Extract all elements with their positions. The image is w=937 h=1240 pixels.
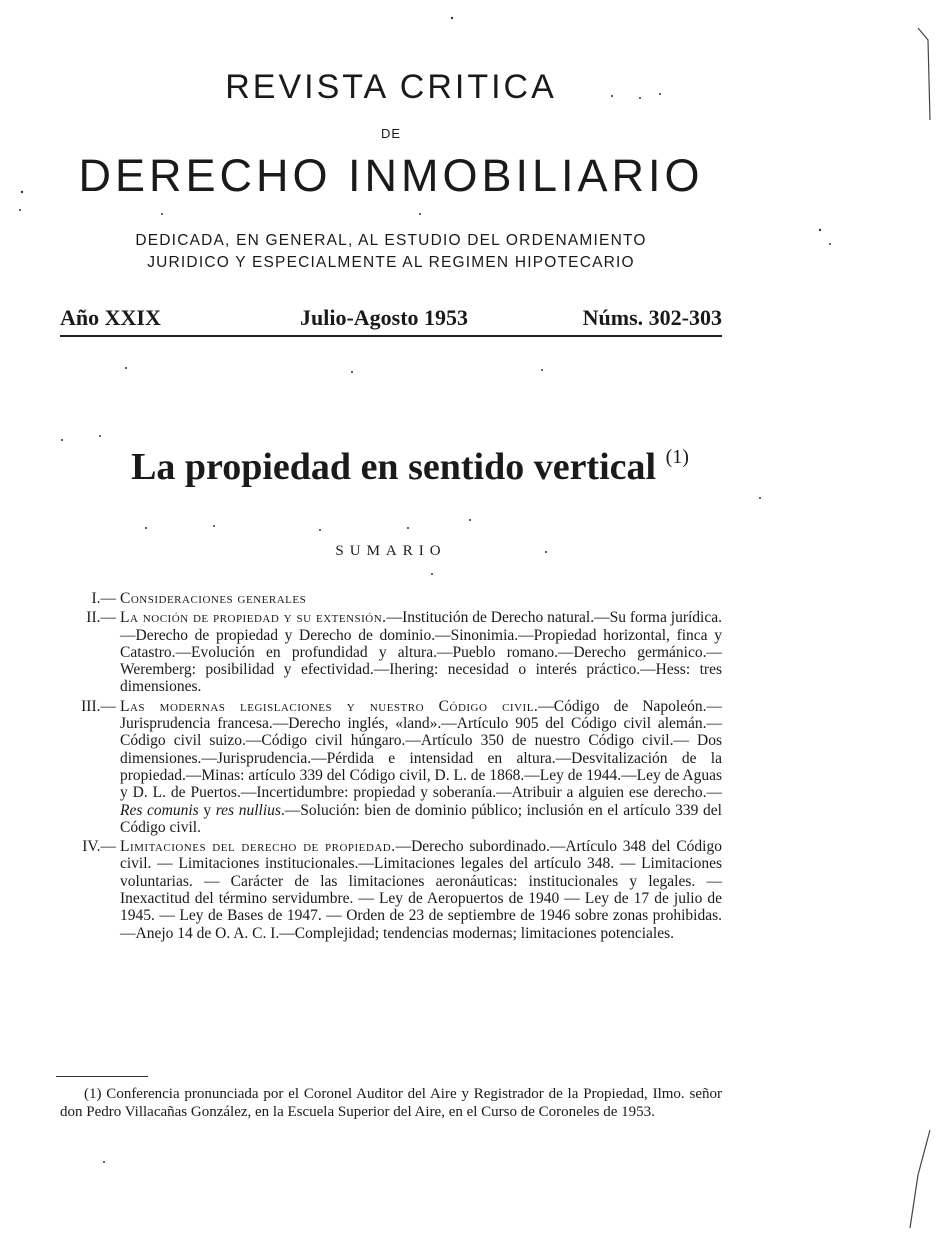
- footnote: (1) Conferencia pronunciada por el Coronel Auditor del Aire y Registrador de la Propiedad, Ilmo. señor don Pedro Villacañas González, en la Escuela Superior del Aire, en el Curso de Coroneles de 1953.: [60, 1086, 722, 1120]
- journal-title-line2: DERECHO INMOBILIARIO: [78, 150, 704, 201]
- entry-number: II.—: [86, 609, 116, 627]
- entry-body: —Código de Napoleón.—Jurisprudencia francesa.—Derecho inglés, «land».—Artículo 905 del Código civil alemán.—Código civil suizo.—Código civil húngaro.—Artículo 350 de nuestro Código civil.— Dos dimensiones.—Jurisprudencia.—Pérdida e intensidad en altura.—Desvitalización de la propiedad.—Minas: artículo 339 del Código civil, D. L. de 1868.—Ley de 1944.—Ley de Aguas y D. L. de Puertos.—Incertidumbre: propiedad y soberanía.—Atribuir a alguien ese derecho.—: [120, 697, 722, 802]
- issue-year: Año XXIX: [60, 305, 161, 330]
- entry-body-mid: y: [198, 801, 216, 819]
- footnote-reference: (1): [665, 446, 689, 468]
- dedication-line2: JURIDICO Y ESPECIALMENTE AL REGIMEN HIPOTECARIO: [147, 254, 635, 271]
- issue-date: Julio-Agosto 1953: [300, 305, 469, 330]
- article-title-text: La propiedad en sentido vertical: [131, 446, 657, 488]
- entry-heading: La noción de propiedad y su extensión.: [120, 609, 387, 627]
- entry-body-tail: .—Solución: bien de dominio público; inclusión en el artículo 339 del Código civil.: [120, 801, 722, 836]
- dedication-line1: DEDICADA, EN GENERAL, AL ESTUDIO DEL ORDENAMIENTO: [135, 232, 647, 249]
- entry-number: III.—: [81, 697, 116, 715]
- entry-body: —Derecho subordinado.—Artículo 348 del Código civil. — Limitaciones institucionales.—Limitaciones legales del artículo 348. — Limitaciones voluntarias. — Carácter de las limitaciones aeronáuticas: institucionales y legales. — Inexactitud del término servidumbre. — Ley de Aeropuertos de 1940 — Ley de 17 de julio de 1945. — Ley de Bases de 1947. — Orden de 23 de septiembre de 1946 sobre zonas prohibidas.—Anejo 14 de O. A. C. I.—Complejidad; tendencias modernas; limitaciones potenciales.: [120, 838, 722, 942]
- issue-numbers: Núms. 302-303: [582, 305, 722, 330]
- entry-italic-term: Res comunis: [120, 801, 199, 819]
- entry-italic-term: res nullius: [215, 801, 281, 819]
- entry-body: —Institución de Derecho natural.—Su forma jurídica.—Derecho de propiedad y Derecho de dominio.—Sinonimia.—Propiedad horizontal, finca y Catastro.—Evolución en profundidad y altura.—Pueblo romano.—Derecho germánico.—Weremberg: posibilidad y efectividad.—Ihering: necesidad o interés práctico.—Hess: tres dimensiones.: [120, 609, 722, 696]
- summary-heading: SUMARIO: [335, 543, 447, 559]
- entry-heading: Consideraciones generales: [120, 590, 307, 607]
- entry-heading: Las modernas legislaciones y nuestro Código civil.: [120, 697, 539, 715]
- entry-number: I.—: [91, 590, 116, 607]
- entry-number: IV.—: [82, 838, 116, 856]
- journal-title-de: DE: [380, 126, 402, 141]
- entry-heading: Limitaciones del derecho de propiedad.: [120, 838, 396, 856]
- journal-title-line1: REVISTA CRITICA: [225, 68, 557, 106]
